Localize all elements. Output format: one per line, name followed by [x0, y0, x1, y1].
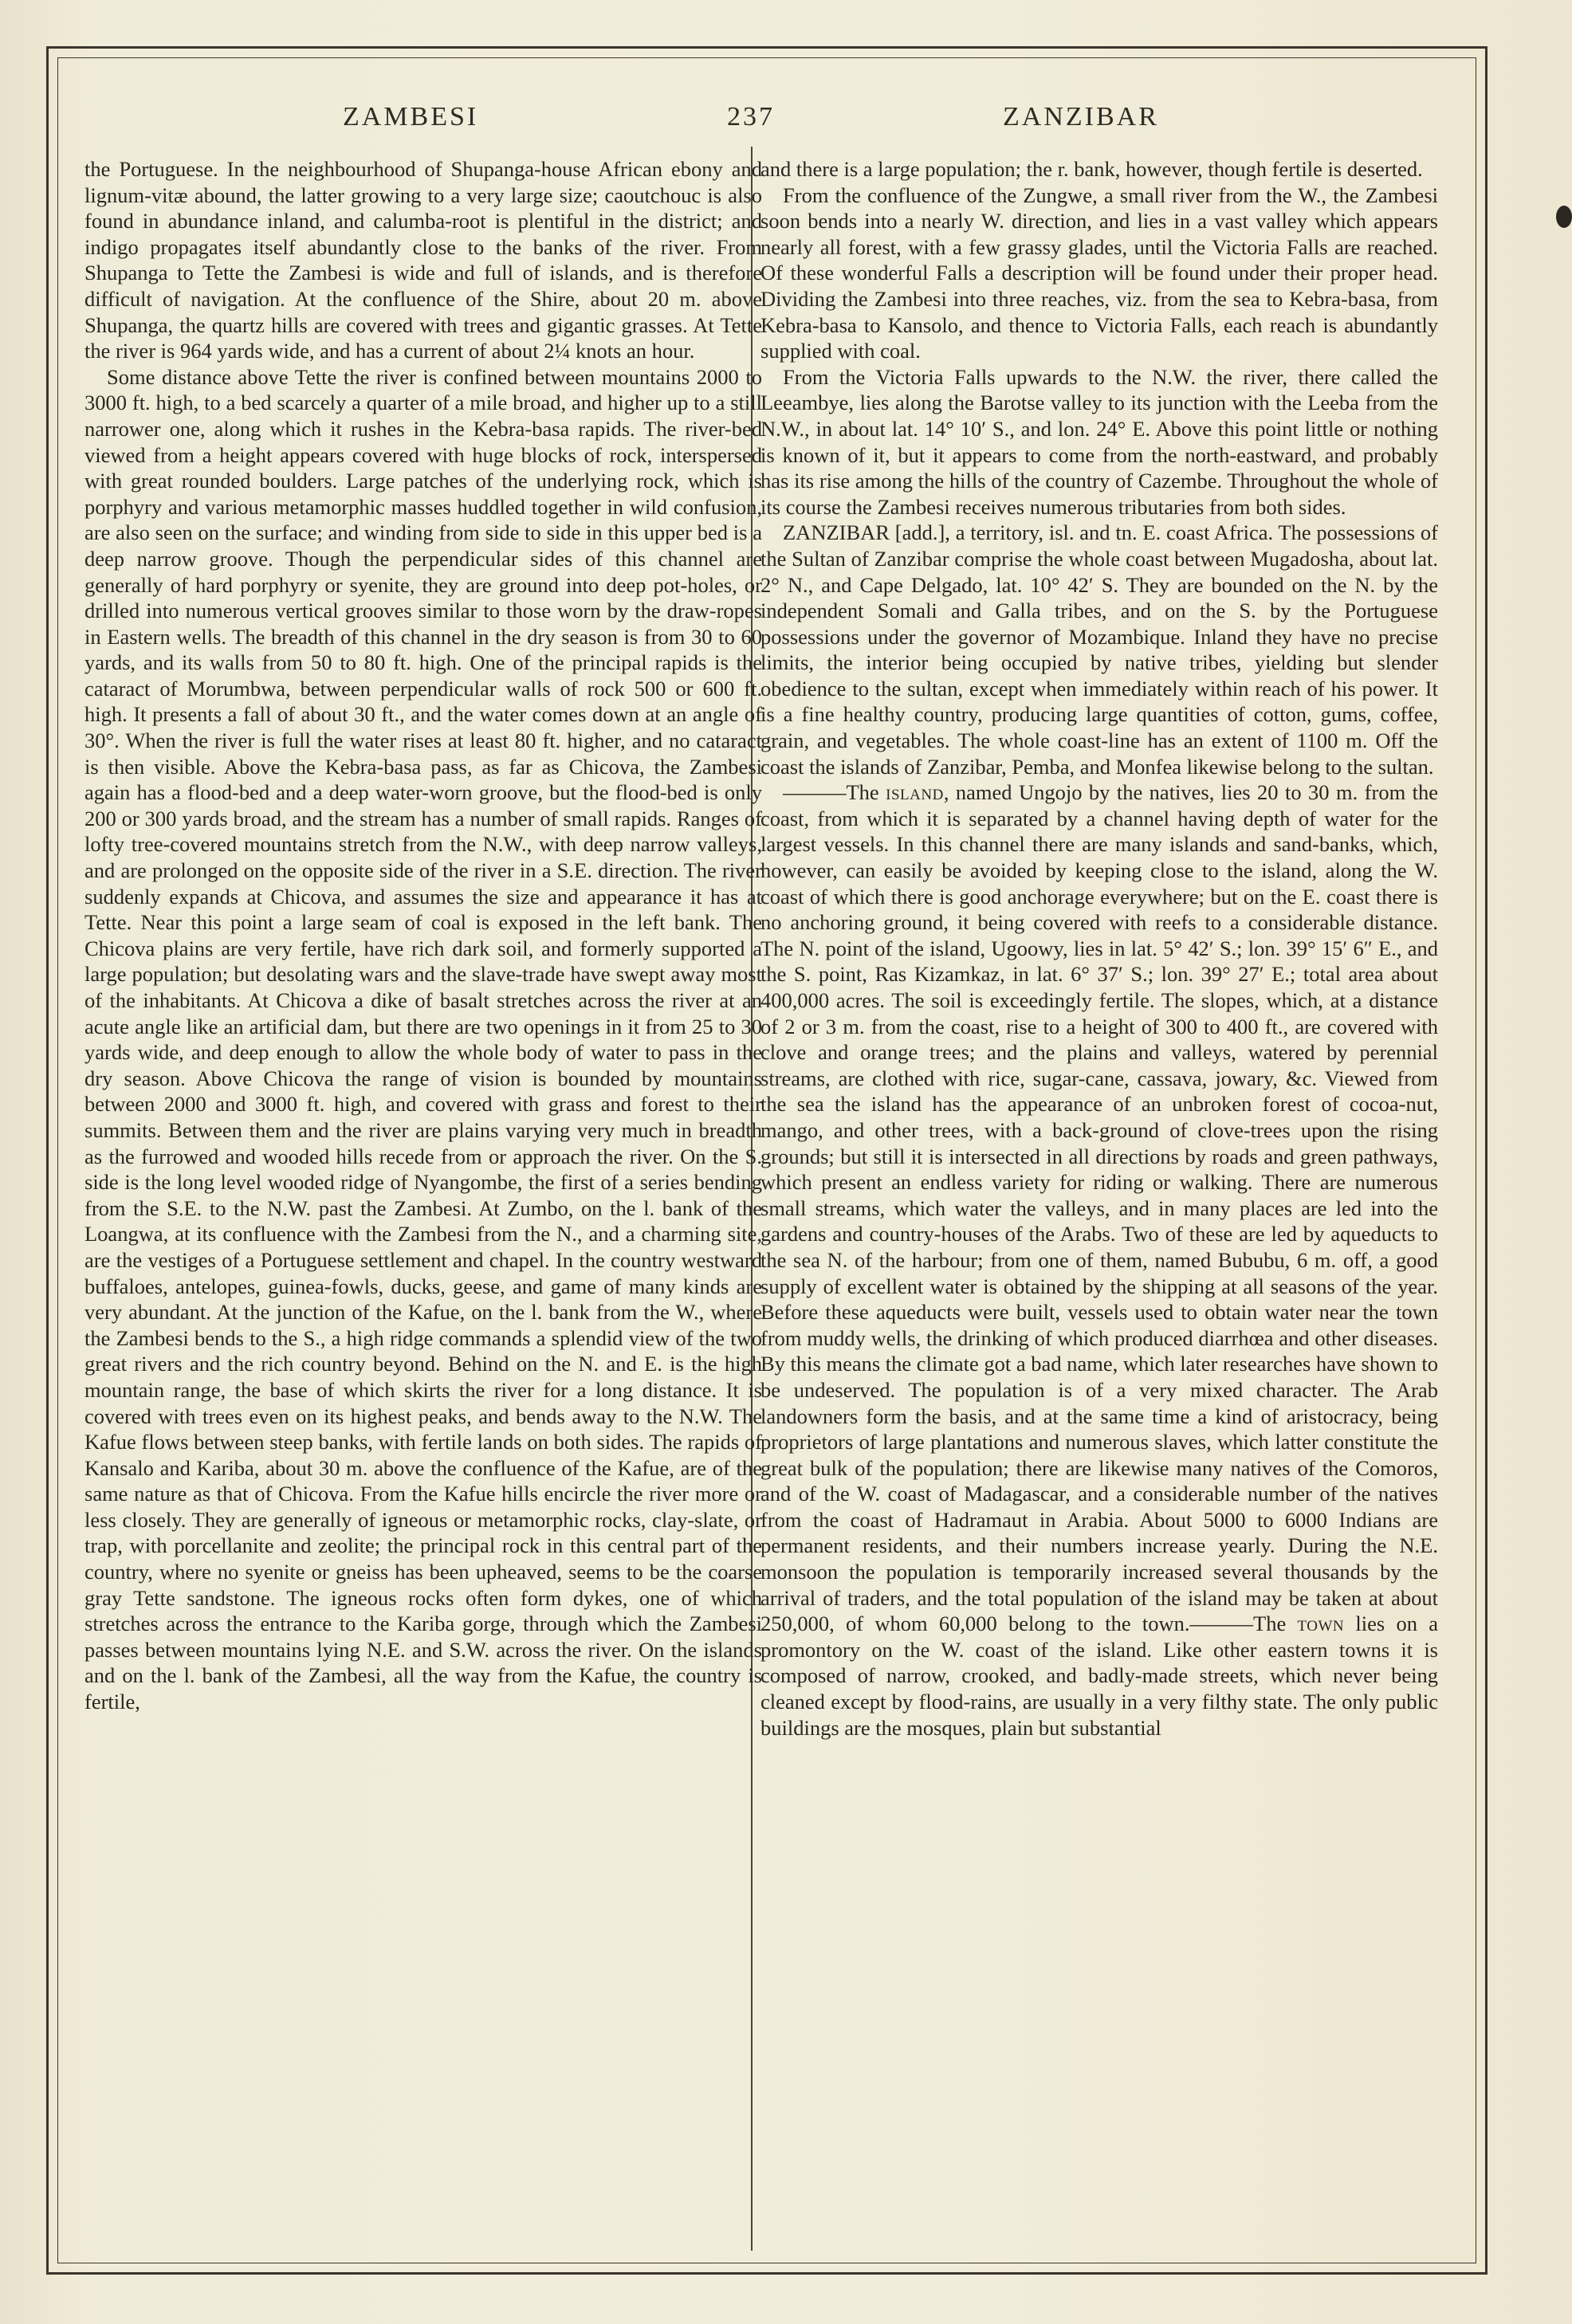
entry-text: [add.], a territory, isl. and tn. E. coast Africa. The possessions of the Sultan of Zanzibar comprise the whole coast between Mugadosha, about lat. 2° N., and Cape Delgado, lat. 10° 42′ S. They are bounded on the N. by the independent Somali and Galla tribes, and on the S. by the Portuguese possessions under the governor of Mozambique. Inland they have no precise limits, the interior being occupied by native tribes, yielding but slender obedience to the sultan, except when immediately within reach of his power. It is a fine healthy country, producing large quantities of cotton, gums, coffee, grain, and vegetables. The whole coast-line has an extent of 1100 m. Off the coast the islands of Zanzibar, Pemba, and Monfea likewise belong to the sultan.	[760, 520, 1438, 779]
entry-zanzibar	[760, 520, 1438, 779]
running-header	[57, 102, 1476, 140]
paragraph: and there is a large population; the r. bank, however, though fertile is deserted.	[760, 157, 1423, 181]
subentry-text: , named Ungojo by the natives, lies 20 to 30 m. from the coast, from which it is separated by a channel having depth of water for the largest vessels. In this channel there are many islands and sand-banks, which, however, can easily be avoided by keeping close to the island, along the W. coast of which there is good anchorage everywhere; but on the E. coast there is no anchoring ground, it being covered with reefs to a considerable distance. The N. point of the island, Ugoowy, lies in lat. 5° 42′ S.; lon. 39° 15′ 6″ E., and the S. point, Ras Kizamkaz, in lat. 6° 37′ S.; lon. 39° 27′ E.; total area about 400,000 acres. The soil is exceedingly fertile. The slopes, which, at a distance of 2 or 3 m. from the coast, rise to a height of 300 to 400 ft., are covered with clove and orange trees; and the plains and valleys, watered by perennial streams, are clothed with rice, sugar-cane, cassava, jowary, &c. Viewed from the sea the island has the appearance of an unbroken forest of cocoa-nut, mango, and other trees, with a back-ground of clove-trees upon the rising grounds; but still it is intersected in all directions by roads and green pathways, which present an endless variety for riding or walking. There are numerous small streams, which water the valleys, and in many places are led into the gardens and country-houses of the Arabs. Two of these are led by aqueducts to the sea N. of the harbour; from one of them, named Bububu, 6 m. off, a good supply of excellent water is obtained by the shipping at all seasons of the year. Before these aqueducts were built, vessels used to obtain water near the town from muddy wells, the drinking of which produced diarrhœa and other diseases. By this means the climate got a bad name, which later researches have shown to be undeserved. The population is of a very mixed character. The Arab landowners form the basis, and at the same time a kind of aristocracy, being proprietors of large plantations and numerous slaves, which latter constitute the great bulk of the population; there are likewise many natives of the Comoros, and of the W. coast of Madagascar, and a considerable number of the natives from the coast of Hadramaut in Arabia. About 5000 to 6000 Indians are permanent residents, and their numbers increase yearly. During the N.E. monsoon the population is temporarily increased several thousands by the arrival of traders, and the total population of the island may be taken at about 250,000, of whom 60,000 belong to the town.	[760, 780, 1439, 1636]
right-column	[760, 156, 1438, 1741]
paragraph: From the confluence of the Zungwe, a small river from the W., the Zambesi soon bends into a nearly W. direction, and lies in a vast valley which appears nearly all forest, with a few grassy glades, until the Victoria Falls are reached. Of these wonderful Falls a description will be found under their proper head. Dividing the Zambesi into three reaches, viz. from the sea to Kebra-basa, from Kebra-basa to Kansolo, and thence to Victoria Falls, each reach is abundantly supplied with coal.	[760, 183, 1438, 363]
entry-headword: ZANZIBAR	[783, 520, 890, 545]
paragraph: From the Victoria Falls upwards to the N.W. the river, there called the Leeambye, lies along the Barotse valley to its junction with the Leeba from the N.W., in about lat. 14° 10′ S., and lon. 24° E. Above this point little or nothing is known of it, but it appears to come from the north-eastward, and probably has its rise among the hills of the country of Cazembe. Throughout the whole of its course the Zambesi receives numerous tributaries from both sides.	[760, 364, 1438, 519]
page-number: 237	[727, 102, 775, 132]
binding-hole-mark	[1556, 206, 1572, 228]
dash-lead: ———The	[1189, 1611, 1298, 1636]
subentry-keyword: island	[886, 780, 944, 805]
header-left-title: ZAMBESI	[343, 102, 479, 132]
header-right-title: ZANZIBAR	[1003, 102, 1159, 132]
left-column	[84, 156, 762, 1715]
paragraph: Some distance above Tette the river is confined between mountains 2000 to 3000 ft. high, to a bed scarcely a quarter of a mile broad, and higher up to a still narrower one, along which it rushes in the Kebra-basa rapids. The river-bed viewed from a height appears covered with huge blocks of rock, interspersed with great rounded boulders. Large patches of the underlying rock, which is porphyry and various metamorphic masses huddled together in wild confusion, are also seen on the surface; and winding from side to side in this upper bed is a deep narrow groove. Though the perpendicular sides of this channel are generally of hard porphyry or syenite, they are ground into deep pot-holes, or drilled into numerous vertical grooves similar to those worn by the draw-ropes in Eastern wells. The breadth of this channel in the dry season is from 30 to 60 yards, and its walls from 50 to 80 ft. high. One of the principal rapids is the cataract of Morumbwa, between perpendicular walls of rock 500 or 600 ft. high. It presents a fall of about 30 ft., and the water comes down at an angle of 30°. When the river is full the water rises at least 80 ft. higher, and no cataract is then visible. Above the Kebra-basa pass, as far as Chicova, the Zambesi again has a flood-bed and a deep water-worn groove, but the flood-bed is only 200 or 300 yards broad, and the stream has a number of small rapids. Ranges of lofty tree-covered mountains stretch from the N.W., with deep narrow valleys, and are prolonged on the opposite side of the river in a S.E. direction. The river suddenly expands at Chicova, and assumes the size and appearance it has at Tette. Near this point a large seam of coal is exposed in the left bank. The Chicova plains are very fertile, have rich dark soil, and formerly supported a large population; but desolating wars and the slave-trade have swept away most of the inhabitants. At Chicova a dike of basalt stretches across the river at an acute angle like an artificial dam, but there are two openings in it from 25 to 30 yards wide, and deep enough to allow the whole body of water to pass in the dry season. Above Chicova the range of vision is bounded by mountains between 2000 and 3000 ft. high, and covered with grass and forest to their summits. Between them and the river are plains varying very much in breadth as the furrowed and wooded hills recede from or approach the river. On the S. side is the long level wooded ridge of Nyangombe, the first of a series bending from the S.E. to the N.W. past the Zambesi. At Zumbo, on the l. bank of the Loangwa, at its confluence with the Zambesi from the N., and a charming site, are the vestiges of a Portuguese settlement and chapel. In the country westward buffaloes, antelopes, guinea-fowls, ducks, geese, and game of many kinds are very abundant. At the junction of the Kafue, on the l. bank from the W., where the Zambesi bends to the S., a high ridge commands a splendid view of the two great rivers and the rich country beyond. Behind on the N. and E. is the high mountain range, the base of which skirts the river for a long distance. It is covered with trees even on its highest peaks, and bends away to the N.W. The Kafue flows between steep banks, with fertile lands on both sides. The rapids of Kansalo and Kariba, about 30 m. above the confluence of the Kafue, are of the same nature as that of Chicova. From the Kafue hills encircle the river more or less closely. They are generally of igneous or metamorphic rocks, clay-slate, or trap, with porcellanite and zeolite; the principal rock in this central part of the country, where no syenite or gneiss has been upheaved, seems to be the coarse gray Tette sandstone. The igneous rocks often form dykes, one of which stretches across the entrance to the Kariba gorge, through which the Zambesi passes between mountains lying N.E. and S.W. across the river. On the islands and on the l. bank of the Zambesi, all the way from the Kafue, the country is fertile,	[84, 364, 762, 1714]
subentry-keyword: town	[1297, 1611, 1345, 1636]
paragraph: the Portuguese. In the neighbourhood of Shupanga-house African ebony and lignum-vitæ abound, the latter growing to a very large size; caoutchouc is also found in abundance inland, and calumba-root is plentiful in the district; and indigo propagates itself abundantly close to the banks of the river. From Shupanga to Tette the Zambesi is wide and full of islands, and is therefore difficult of navigation. At the confluence of the Shire, about 20 m. above Shupanga, the quartz hills are covered with trees and gigantic grasses. At Tette the river is 964 yards wide, and has a current of about 2¼ knots an hour.	[84, 157, 762, 363]
dash-lead: ———The	[783, 780, 886, 805]
subentry-text: lies on a promontory on the W. coast of the island. Like other eastern towns it is composed of narrow, crooked, and badly-made streets, which never being cleaned except by flood-rains, are usually in a very filthy state. The only public buildings are the mosques, plain but substantial	[760, 1611, 1439, 1740]
subentry-island	[760, 779, 1438, 1741]
